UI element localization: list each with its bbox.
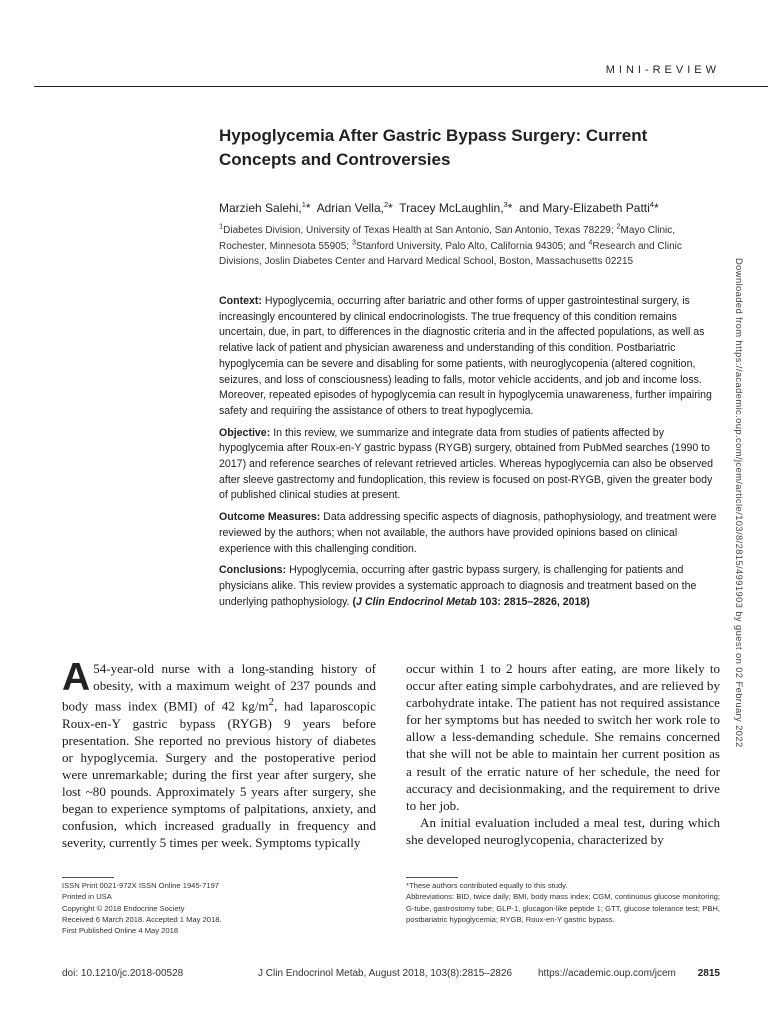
article-title: Hypoglycemia After Gastric Bypass Surgery: Current Concepts and Controversies — [219, 126, 648, 169]
affiliation-text: Research and Clinic Divisions, Joslin Diabetes Center and Harvard Medical School, Boston, Massachusetts 02215 — [219, 240, 682, 268]
author-list — [219, 200, 739, 216]
page-number: 2815 — [697, 968, 720, 979]
abstract-objective-text: In this review, we summarize and integrate data from studies of patients affected by hypoglycemia after Roux-en-Y gastric bypass (RYGB) surgery, obtained from PubMed searches (1990 to 2017) and reference searches of relevant retrieved articles. Whereas hypoglycemia can also be observed after sleeve gastrectomy and fundoplication, this review is focused on post-RYGB, given the greater body of published clinical studies at present. — [219, 426, 714, 502]
body-column-left — [62, 656, 376, 851]
abstract-citation-open: ( — [352, 595, 357, 608]
abstract-context — [219, 294, 721, 420]
author-name: Tracey McLaughlin, — [399, 201, 504, 215]
author-affiliation-mark: 3 — [503, 200, 508, 209]
affiliations — [219, 223, 724, 270]
affiliation-text: Mayo Clinic, Rochester, Minnesota 55905; — [219, 225, 676, 252]
abstract-context-label: Context: — [219, 295, 262, 307]
author-name: and Mary-Elizabeth Patti — [519, 201, 650, 215]
section-label: MINI-REVIEW — [605, 64, 720, 76]
abstract-conclusions-text: Hypoglycemia, occurring after gastric bypass surgery, is challenging for patients and physicians alike. This review provides a systematic approach to diagnosis and treatment based on the underlying pathophysiology. — [219, 564, 697, 608]
doi[interactable]: doi: 10.1210/jc.2018-00528 — [62, 968, 184, 979]
header-rule — [34, 86, 768, 87]
abbreviations-note: Abbreviations: BID, twice daily; BMI, body mass index; CGM, continuous glucose monitoring; G-tube, gastrostomy tube; GLP-1, glucagon-like peptide 1; GTT, glucose tolerance test; PBH, postbariatric hypoglycemia; RYGB, Roux-en-Y gastric bypass. — [406, 892, 720, 924]
equal-contribution-note: *These authors contributed equally to this study. — [406, 881, 568, 890]
affiliation-text: Diabetes Division, University of Texas Health at San Antonio, San Antonio, Texas 78229; — [223, 225, 617, 236]
author-equal-mark: * — [507, 201, 513, 215]
publication-info — [62, 880, 362, 936]
affiliation-mark: 3 — [351, 237, 357, 247]
abstract-outcome-label: Outcome Measures: — [219, 511, 321, 524]
abstract-conclusions — [219, 563, 721, 610]
affiliation-text: Stanford University, Palo Alto, California 94305; and — [356, 240, 589, 252]
published-line: First Published Online 4 May 2018 — [62, 926, 179, 936]
footnote-rule — [62, 877, 114, 878]
abstract-outcome-text: Data addressing specific aspects of diagnosis, pathophysiology, and treatment were reviewed by the authors; when not available, the authors have provided opinions based on clinical experience with this challenging condition. — [219, 511, 717, 555]
author-affiliation-mark: 2 — [383, 200, 389, 209]
body-superscript: 2 — [268, 696, 275, 709]
author-equal-mark: * — [388, 201, 393, 215]
abstract-context-text: Hypoglycemia, occurring after bariatric and other forms of upper gastrointestinal surgery, is increasingly encountered by clinical endocrinologists. The true frequency of this condition remains uncertain, due, in part, to differences in the diagnostic criteria and in the affected populations, as well as relative lack of patient and physician awareness and understanding of this condition. Postbariatric hypoglycemia can be severe and disabling for some patients, with neuroglycopenia (altered cognition, seizures, and loss of consciousness) leading to falls, motor vehicle accidents, and job and income loss. Moreover, repeated episodes of hypoglycemia can result in hypoglycemia unawareness, further impairing safety and requiring the assistance of others to treat hypoglycemia. — [219, 295, 712, 417]
printed-line: Printed in USA — [62, 892, 112, 902]
abstract-citation-rest: 103: 2815–2826, 2018) — [476, 595, 590, 608]
download-note-text: Downloaded from https://academic.oup.com/jcem/article/103/8/2815/4991903 by guest on 02 February 2022 — [734, 258, 745, 748]
download-note — [732, 258, 747, 758]
abstract-citation-journal: J Clin Endocrinol Metab — [356, 595, 477, 608]
body-text: , had laparoscopic Roux-en-Y gastric bypass (RYGB) 9 years before presentation. She reported no previous history of diabetes or hypoglycemia. Surgery and the postoperative period were unremarkable; during the first year after surgery, she lost ~80 pounds. Approximately 5 years after surgery, she began to experience symptoms of palpitations, anxiety, and confusion, which increased gradually in frequency and severity, currently 5 times per week. Symptoms typically — [62, 698, 376, 851]
abstract-objective — [219, 426, 721, 505]
author-name: Marzieh Salehi, — [219, 201, 302, 215]
affiliation-mark: 1 — [219, 221, 224, 231]
affiliation-mark: 4 — [588, 237, 593, 247]
copyright-line: Copyright © 2018 Endocrine Society — [62, 903, 185, 913]
journal-url[interactable]: https://academic.oup.com/jcem — [538, 968, 676, 979]
author-equal-mark: * — [653, 201, 659, 215]
body-paragraph: An initial evaluation included a meal test, during which she developed neuroglycopenia, characterized by — [406, 814, 720, 847]
received-line: Received 6 March 2018. Accepted 1 May 2018. — [62, 914, 222, 924]
author-name: Adrian Vella, — [316, 201, 384, 215]
abstract-conclusions-label: Conclusions: — [219, 564, 287, 577]
abstract-outcome — [219, 510, 721, 557]
issn-line: ISSN Print 0021-972X ISSN Online 1945-7197 — [62, 881, 220, 890]
author-affiliation-mark: 1 — [301, 200, 306, 209]
abstract-objective-label: Objective: — [219, 426, 271, 439]
drop-cap: A — [62, 656, 91, 699]
abstract — [219, 294, 721, 616]
body-paragraph: occur within 1 to 2 hours after eating, are more likely to occur after eating simple carbohydrates, and are relieved by carbohydrate intake. The patient has not required assistance for her symptoms but has needed to switch her work role to allow a less-demanding schedule. She remains concerned that she will not be able to maintain her current position as a result of the erratic nature of her schedule, the need for accuracy and decisionmaking, and the requirement to drive to her job. — [406, 661, 720, 813]
body-paragraph — [62, 656, 376, 851]
footnote-rule — [406, 877, 458, 878]
journal-citation: J Clin Endocrinol Metab, August 2018, 103(8):2815–2826 — [258, 968, 513, 979]
author-equal-mark: * — [305, 201, 311, 215]
affiliation-mark: 2 — [616, 221, 621, 231]
body-column-right — [406, 660, 720, 848]
author-affiliation-mark: 4 — [649, 200, 654, 209]
body-text: 54-year-old nurse with a long-standing history of obesity, with a maximum weight of 237 pounds and body mass index (BMI) of 42 kg/m — [62, 661, 376, 714]
footnotes — [406, 880, 720, 925]
